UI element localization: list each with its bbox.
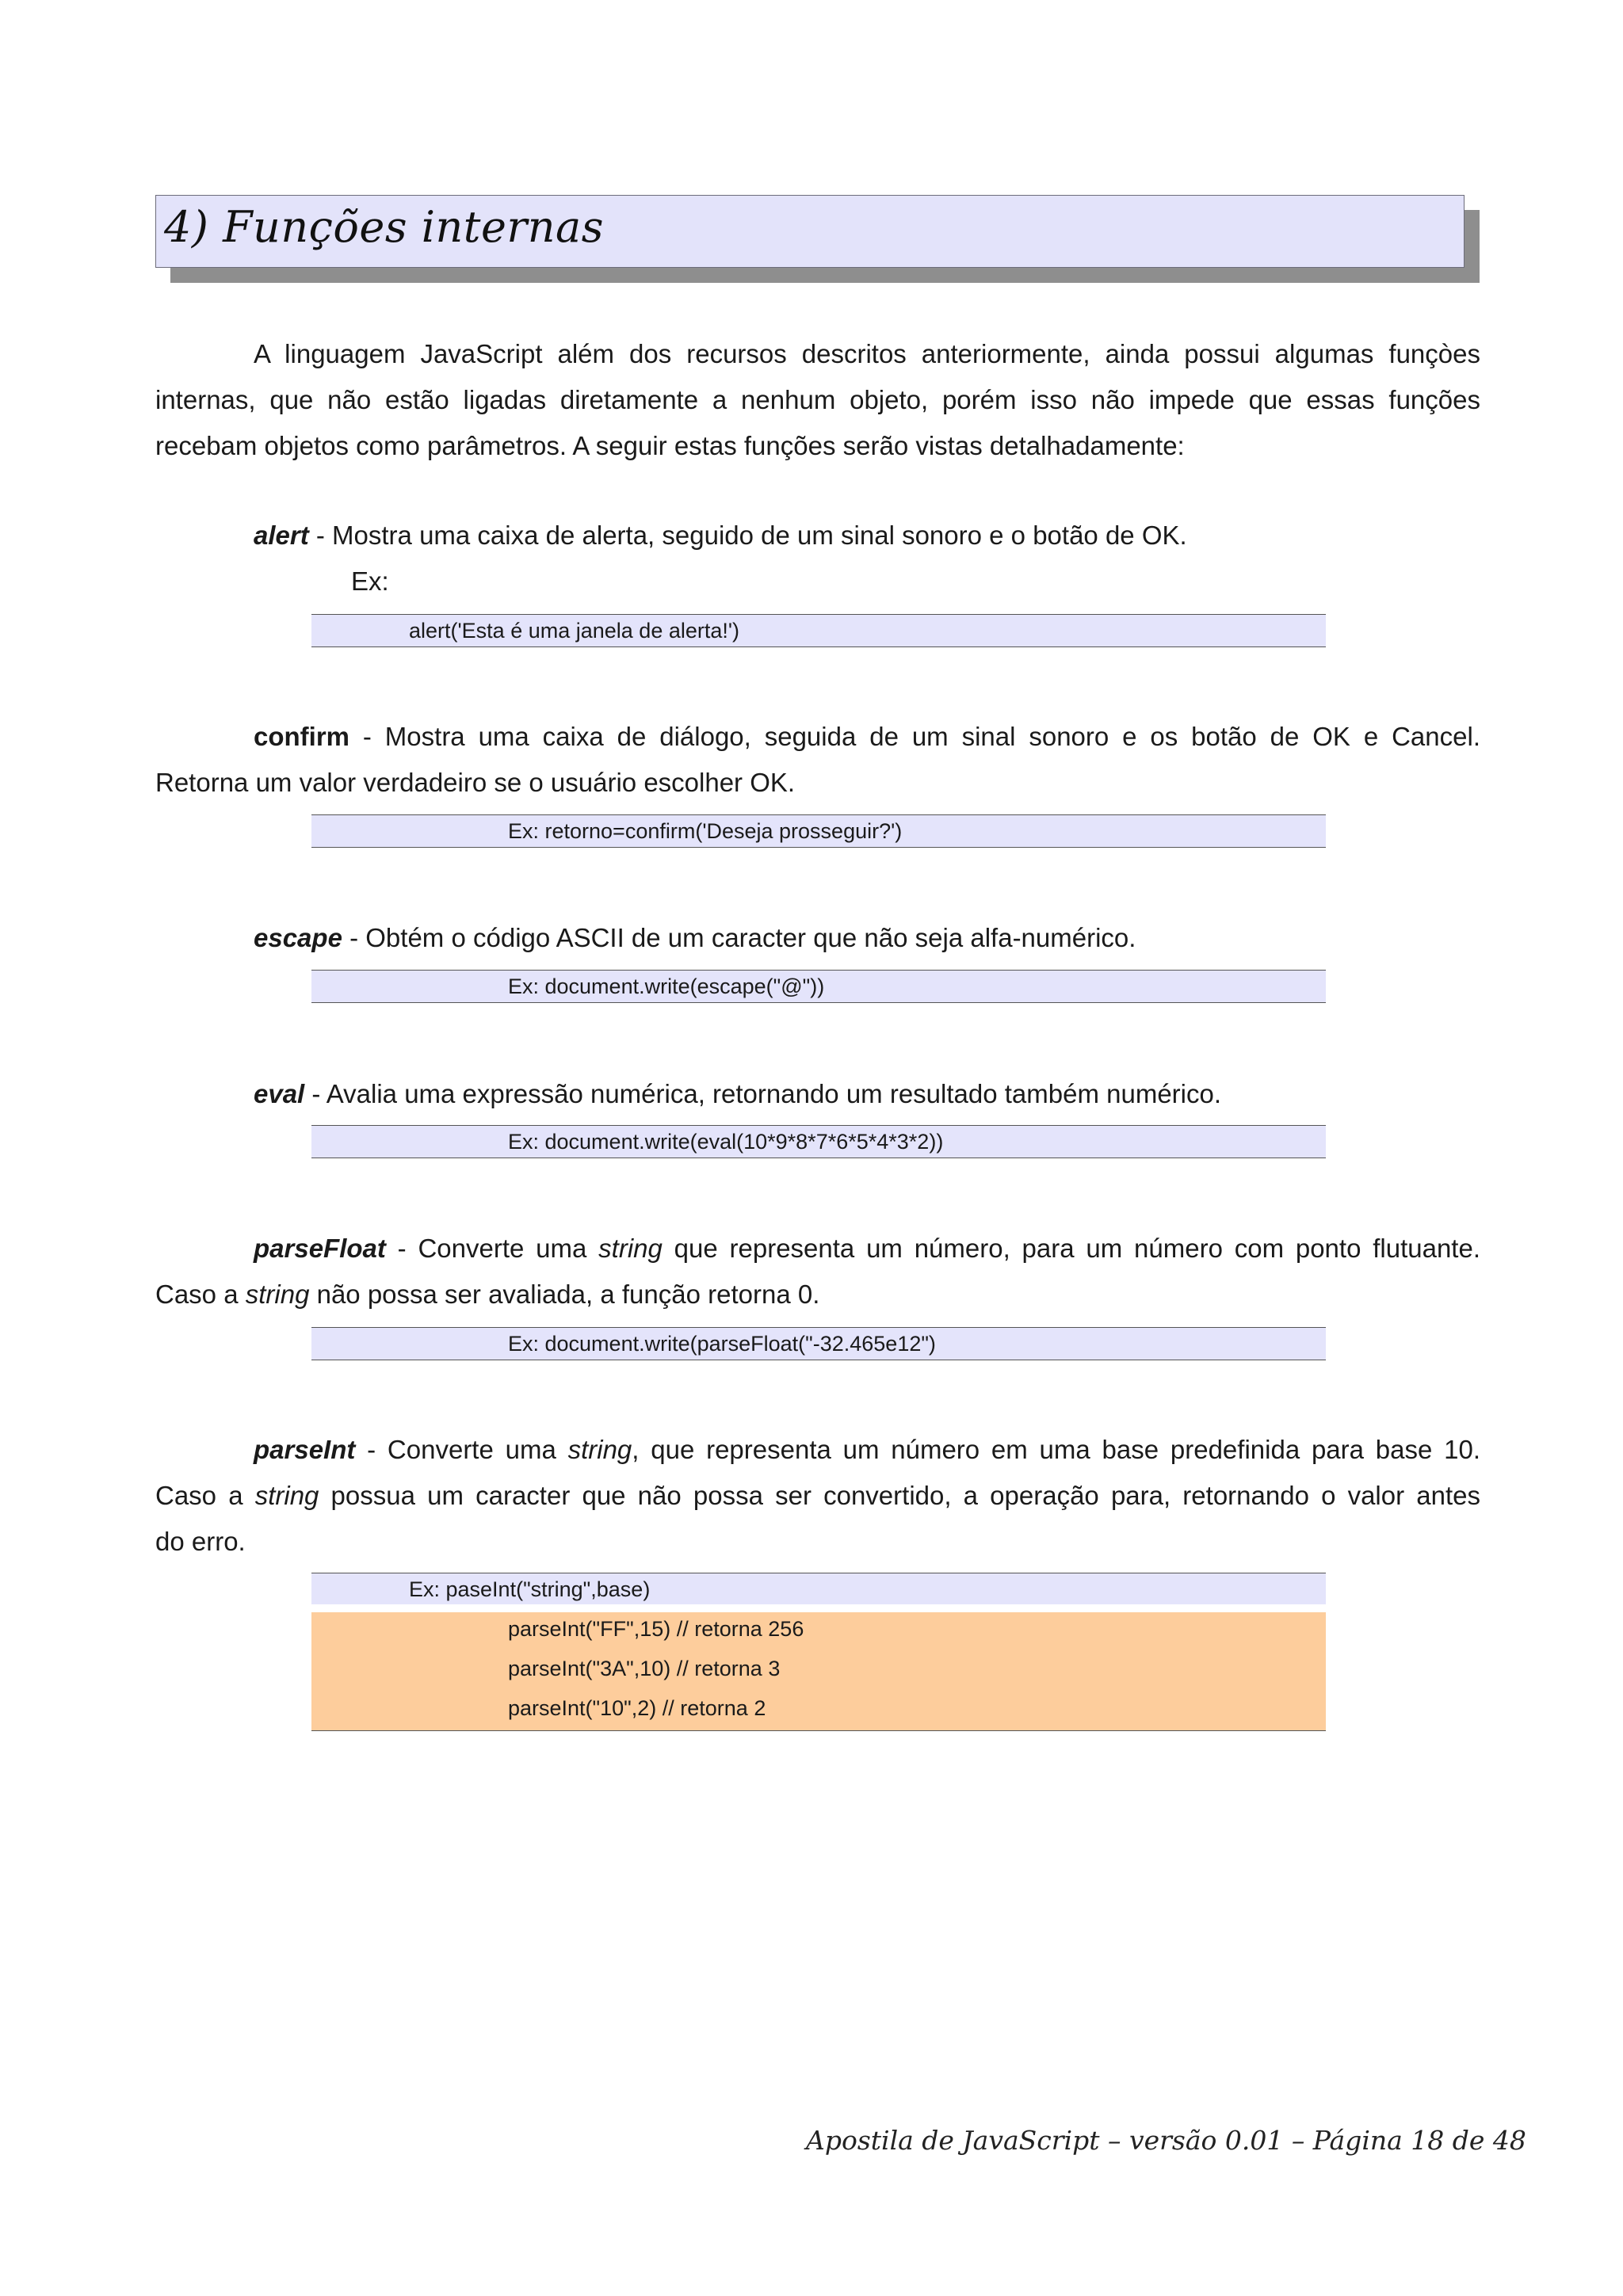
parseint-code: Ex: paseInt("string",base) bbox=[409, 1577, 651, 1601]
parsefloat-description-line-1 bbox=[254, 1226, 1480, 1272]
escape-desc-text: - Obtém o código ASCII de um caracter que não seja alfa-numérico. bbox=[342, 923, 1136, 952]
eval-code: Ex: document.write(eval(10*9*8*7*6*5*4*3*2)) bbox=[508, 1130, 944, 1154]
eval-desc-text: - Avalia uma expressão numérica, retornando um resultado também numérico. bbox=[304, 1079, 1222, 1108]
parseint-desc2-text-b: possua um caracter que não possa ser convertido, a operação para, retornando o valor antes bbox=[319, 1481, 1480, 1510]
parsefloat-description-line-2 bbox=[155, 1272, 1480, 1318]
parsefloat-function-name: parseFloat bbox=[254, 1234, 386, 1263]
page-footer: Apostila de JavaScript – versão 0.01 – Página 18 de 48 bbox=[806, 2125, 1526, 2156]
confirm-description-line-2: Retorna um valor verdadeiro se o usuário escolher OK. bbox=[155, 768, 796, 797]
parseint-example-1: parseInt("FF",15) // retorna 256 bbox=[508, 1617, 804, 1641]
parsefloat-string-word-2: string bbox=[245, 1280, 310, 1309]
escape-code: Ex: document.write(escape("@")) bbox=[508, 974, 825, 998]
alert-desc-text: - Mostra uma caixa de alerta, seguido de um sinal sonoro e o botão de OK. bbox=[308, 521, 1187, 550]
escape-description bbox=[254, 915, 1480, 961]
parsefloat-desc2-text-a: Caso a bbox=[155, 1280, 246, 1309]
section-title: 4) Funções internas bbox=[164, 202, 604, 252]
parseint-examples-block bbox=[311, 1612, 1326, 1731]
parsefloat-desc-text-a: - Converte uma bbox=[385, 1234, 599, 1263]
eval-description bbox=[254, 1071, 1480, 1117]
parseint-example-2: parseInt("3A",10) // retorna 3 bbox=[508, 1657, 781, 1680]
intro-line-1: A linguagem JavaScript além dos recursos descritos anteriormente, ainda possui algumas funçòes bbox=[254, 339, 1480, 368]
confirm-description-line-1 bbox=[254, 714, 1480, 760]
confirm-code-bar bbox=[311, 814, 1326, 848]
eval-code-bar bbox=[311, 1125, 1326, 1158]
parseint-string-word-2: string bbox=[254, 1481, 319, 1510]
confirm-function-name: confirm bbox=[254, 722, 350, 751]
parseint-string-word: string bbox=[567, 1435, 632, 1464]
parseint-code-bar bbox=[311, 1573, 1326, 1604]
parseint-description-line-3: do erro. bbox=[155, 1527, 246, 1556]
intro-line-2: internas, que não estão ligadas diretamente a nenhum objeto, porém isso não impede que essas funções bbox=[155, 385, 1480, 414]
parsefloat-code: Ex: document.write(parseFloat("-32.465e12") bbox=[508, 1332, 936, 1356]
alert-function-name: alert bbox=[254, 521, 309, 550]
parsefloat-desc2-text-b: não possa ser avaliada, a função retorna 0. bbox=[309, 1280, 820, 1309]
alert-code: alert('Esta é uma janela de alerta!') bbox=[409, 619, 740, 643]
alert-description bbox=[254, 513, 1480, 559]
eval-function-name: eval bbox=[254, 1079, 305, 1108]
parsefloat-desc-text-b: que representa um número, para um número com ponto flutuante. bbox=[662, 1234, 1480, 1263]
parseint-description-line-2 bbox=[155, 1473, 1480, 1519]
parseint-description-line-1 bbox=[254, 1427, 1480, 1473]
parseint-example-3: parseInt("10",2) // retorna 2 bbox=[508, 1696, 766, 1720]
parsefloat-code-bar bbox=[311, 1327, 1326, 1360]
parseint-function-name: parseInt bbox=[254, 1435, 356, 1464]
parsefloat-string-word: string bbox=[598, 1234, 663, 1263]
section-header bbox=[155, 195, 1465, 268]
escape-code-bar bbox=[311, 970, 1326, 1003]
parseint-desc-text-a: - Converte uma bbox=[355, 1435, 568, 1464]
parseint-desc-text-b: , que representa um número em uma base predefinida para base 10. bbox=[632, 1435, 1480, 1464]
escape-function-name: escape bbox=[254, 923, 342, 952]
confirm-desc-text: - Mostra uma caixa de diálogo, seguida de um sinal sonoro e os botão de OK e Cancel. bbox=[349, 722, 1480, 751]
confirm-code: Ex: retorno=confirm('Deseja prosseguir?') bbox=[508, 819, 903, 843]
alert-example-label: Ex: bbox=[351, 566, 389, 596]
alert-code-bar bbox=[311, 614, 1326, 647]
parseint-desc2-text-a: Caso a bbox=[155, 1481, 255, 1510]
intro-line-3: recebam objetos como parâmetros. A seguir estas funções serão vistas detalhadamente: bbox=[155, 431, 1185, 460]
